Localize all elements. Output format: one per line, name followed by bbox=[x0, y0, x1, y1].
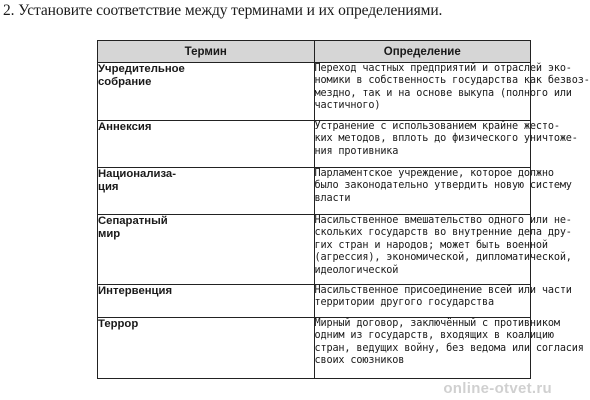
definition-cell bbox=[314, 168, 572, 215]
definition-text-line: мездно, так и на основе выкупа (полного или bbox=[314, 87, 572, 99]
definition-text-line: ких методов, вплоть до физического уничтоже- bbox=[314, 133, 578, 145]
definition-text-line: Устранение с использованием крайне жесто- bbox=[314, 121, 560, 132]
term-text-line: мир bbox=[98, 227, 121, 240]
term-cell bbox=[98, 121, 315, 168]
term-text-line: Террор bbox=[98, 318, 139, 330]
definition-text-line: (агрессия), экономической, дипломатической, bbox=[314, 252, 572, 264]
definition-text-line: гих стран и народов; может быть военной bbox=[314, 239, 548, 251]
definition-cell bbox=[314, 318, 584, 379]
definition-cell bbox=[314, 285, 572, 318]
term-text-line: собрание bbox=[98, 75, 152, 88]
term-text-line: ция bbox=[98, 180, 119, 193]
table-row bbox=[98, 285, 531, 318]
matching-table bbox=[97, 40, 590, 379]
definition-text-line: было законодательно утвердить новую систему bbox=[314, 180, 572, 192]
definition-text-line: номики в собственность государства как безвоз- bbox=[314, 75, 590, 87]
table-row bbox=[98, 63, 531, 121]
term-cell bbox=[98, 285, 315, 318]
term-text-line: Учредительное bbox=[98, 63, 185, 75]
definition-text-line: Насильственное вмешательство одного или не- bbox=[314, 215, 572, 226]
definition-text-line: стран, ведущих войну, без ведома или согласия bbox=[314, 342, 584, 354]
term-cell bbox=[98, 215, 315, 285]
definition-text-line: территории другого государства bbox=[314, 297, 495, 309]
definition-text-line: власти bbox=[314, 192, 351, 204]
task-title: 2. Установите соответствие между терминами и их определениями. bbox=[3, 2, 443, 19]
term-cell bbox=[98, 318, 315, 379]
term-text-line: Сепаратный bbox=[98, 215, 168, 227]
term-text-line: Национализа- bbox=[98, 168, 176, 180]
definition-text-line: идеологической bbox=[314, 264, 399, 276]
definition-cell bbox=[314, 63, 590, 121]
term-text-line: Интервенция bbox=[98, 285, 173, 297]
definition-text-line: своих союзников bbox=[314, 355, 405, 367]
term-cell bbox=[98, 63, 315, 121]
site-watermark: online-otvet.ru bbox=[443, 380, 552, 397]
table-row bbox=[98, 121, 531, 168]
definition-text-line: Переход частных предприятий и отраслей эко- bbox=[314, 63, 572, 74]
definition-text-line: одним из государств, входящих в коалицию bbox=[314, 330, 554, 342]
definition-cell bbox=[314, 215, 572, 285]
definition-text-line: Насильственное присоединение всей или части bbox=[314, 285, 572, 296]
term-cell bbox=[98, 168, 315, 215]
definition-text-line: Мирный договор, заключённый с противником bbox=[314, 318, 560, 329]
table-row bbox=[98, 168, 531, 215]
term-column-header: Термин bbox=[98, 41, 315, 63]
definition-text-line: Парламентское учреждение, которое должно bbox=[314, 168, 554, 179]
table-header-row bbox=[98, 41, 531, 63]
table-row bbox=[98, 318, 531, 379]
definition-text-line: ния противника bbox=[314, 145, 399, 157]
definition-cell bbox=[314, 121, 578, 168]
term-text-line: Аннексия bbox=[98, 121, 152, 133]
table-row bbox=[98, 215, 531, 285]
definition-text-line: скольких государств во внутренние дела дру- bbox=[314, 227, 572, 239]
definition-text-line: частичного) bbox=[314, 100, 381, 112]
definition-column-header: Определение bbox=[314, 41, 531, 63]
